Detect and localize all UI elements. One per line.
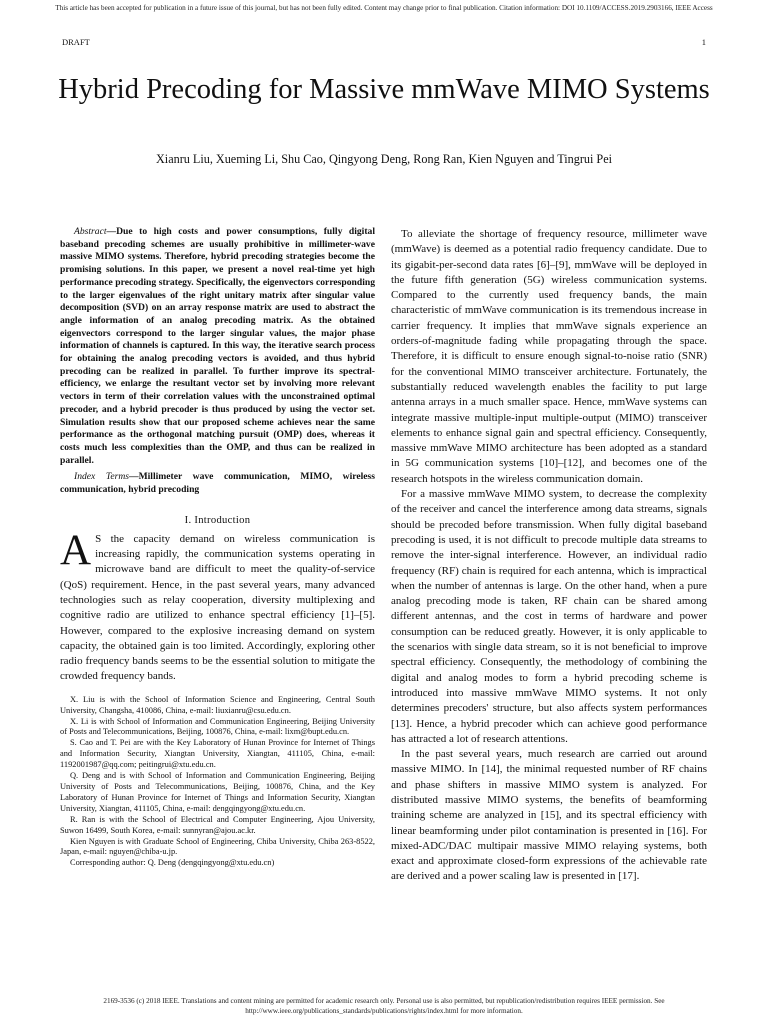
footer-line: 2169-3536 (c) 2018 IEEE. Translations and content mining are permitted for academic research only. Personal use is also permitted, but republication/redistribution requires IEEE permission. See	[103, 997, 665, 1005]
draft-label: DRAFT	[62, 37, 90, 47]
footnote: R. Ran is with the School of Electrical and Computer Engineering, Ajou University, Suwon 16499, South Korea, e-mail: sunnyran@ajou.ac.kr.	[60, 814, 375, 835]
footnote: X. Li is with School of Information and Communication Engineering, Beijing University of Posts and Telecommunications, Beijing, 100876, China, e-mail: lixm@bupt.edu.cn.	[60, 716, 375, 737]
index-terms-text: —Millimeter wave communication, MIMO, wireless communication, hybrid precoding	[60, 471, 375, 496]
body-paragraph: In the past several years, much research are carried out around massive MIMO. In [14], the minimal requested number of RF chains and phase shifters in massive MIMO system is analyzed. For distributed massive MIMO systems, the benefits of beamforming training scheme are analyzed in [15], and its spectral efficiency with linear beamforming under pilot contamination is presented in [16]. For mixed-ADC/DAC multipair massive MIMO relaying systems, both exact and approximate closed-form expressions of the achievable rate are derived and a power scaling law is presented in [17].	[391, 748, 707, 883]
body-paragraph: To alleviate the shortage of frequency resource, millimeter wave (mmWave) is deemed as a potential radio frequency candidate. Due to its gigabit-per-second data rates [6]–[9], mmWave will be deployed in the future fifth generation (5G) wireless communication systems. Compared to the currently used frequency bands, the main characteristic of mmWave communication is its tremendous increase in carrier frequency. It implies that mmWave signals experience an orders-of-magnitude fading while propagating through the space. Therefore, it is difficult to ensure enough signal-to-noise ratio (SNR) for the conventional MIMO transceiver architecture. Fortunately, the substantially reduced wavelength enables the facility to put large antenna arrays in a much smaller space. Hence, mmWave systems can integrate massive multiple-input multiple-output (MIMO) transceiver elements to enhance signal gain and spectral efficiency. Consequently, massive mmWave MIMO architecture has been adopted as a standard in 5G communication systems [10]–[12], and becomes one of the research hotspots in the wireless communication domain.	[391, 228, 707, 485]
affiliation-footnotes	[60, 695, 375, 870]
index-terms	[60, 471, 375, 496]
footer-line: http://www.ieee.org/publications_standards/publications/rights/index.html for more information.	[245, 1007, 523, 1015]
index-terms-lead: Index Terms	[74, 471, 129, 483]
left-column	[60, 226, 375, 869]
right-column	[391, 227, 707, 885]
footnote: Q. Deng and is with School of Information and Communication Engineering, Beijing University of Posts and Telecommunications, Beijing, 100876, China, and the Key Laboratory of Hunan Province for Internet of Things and Information Security, Xiangtan University, Xiangtan, 411105, China, e-mail: dengqingyong@xtu.edu.cn.	[60, 771, 375, 813]
abstract-text: —Due to high costs and power consumptions, fully digital baseband precoding schemes are usually prohibitive in millimeter-wave massive MIMO systems. Therefore, hybrid precoding strategies become the promising solutions. In this paper, we present a novel real-time yet high performance precoding strategy. Specifically, the eigenvectors corresponding to the larger eigenvalues of the right unitary matrix after singular value decomposition (SVD) on an array response matrix are used to abstract the angle information of an analog precoding matrix. As the obtained eigenvectors correspond to the larger singular values, the major phase information of channels is captured. In this way, the iterative search process for obtaining the analog precoding vectors is avoided, and thus hybrid precoding can be realized in parallel. To further improve its spectral-efficiency, we enlarge the resultant vector set by involving more relevant vectors in term of their correlation values with the unconstrained optimal precoder, and a hybrid precoder is thus produced by using the vector set. Simulation results show that our proposed scheme achieves near the same performance as the orthogonal matching pursuit (OMP) does, whereas it costs much less complexities than the OMP, and thus can be realized in parallel.	[60, 226, 375, 466]
body-paragraph: For a massive mmWave MIMO system, to decrease the complexity of the receiver and cancel the interference among data streams, signals should be precoded before transmission. When fully digital baseband precoding is used, it is not difficult to precode multiple data streams to remove the inter-signal interference. However, an individual radio frequency (RF) chain is required for each antenna, which is impractical when the number of antennas is large. On the other hand, when a pure analog precoding mode is taken, RF chain can be shared among different antennas, and the cost in terms of hardware and power consumption can be reduced greatly. However, it is only applicable to the scenarios with single data stream, so it is not beneficial to improve spectral efficiency. Consequently, the methodology of combining the digital and analog modes to form a hybrid precoding scheme is introduced into massive mmWave MIMO systems. It not only determines precoders' structure, but also affects system performances [13]. Hence, a hybrid precoder which can achieve good performance has attracted a lot of research attentions.	[391, 488, 707, 745]
footnote: S. Cao and T. Pei are with the Key Laboratory of Hunan Province for Internet of Things and Information Security, Xiangtan University, Xiangtan, 411105, China, e-mail: 1192001987@qq.com; peitingrui@xtu.edu.cn.	[60, 738, 375, 770]
footnote: Kien Nguyen is with Graduate School of Engineering, Chiba University, Chiba 263-8522, Japan, e-mail: nguyen@chiba-u.jp.	[60, 836, 375, 857]
copyright-footer	[40, 996, 728, 1016]
page-number: 1	[701, 37, 706, 47]
author-list: Xianru Liu, Xueming Li, Shu Cao, Qingyong Deng, Rong Ran, Kien Nguyen and Tingrui Pei	[156, 152, 612, 166]
footnote: Corresponding author: Q. Deng (dengqingyong@xtu.edu.cn)	[70, 858, 275, 868]
journal-banner: This article has been accepted for publication in a future issue of this journal, but has not been fully edited. Content may change prior to final publication. Citation information: DOI 10.1109/ACCESS.2019.2903166, IEEE Access	[55, 4, 713, 12]
footnote: X. Liu is with the School of Information Science and Engineering, Central South University, Changsha, 410086, China, e-mail: liuxianru@csu.edu.cn.	[60, 694, 375, 715]
intro-paragraph	[60, 526, 375, 685]
paper-title: Hybrid Precoding for Massive mmWave MIMO Systems	[58, 74, 710, 105]
abstract	[60, 226, 375, 467]
intro-paragraph-text: S the capacity demand on wireless communication is increasing rapidly, the communication systems operating in microwave band are difficult to meet the quality-of-service (QoS) requirement. Hence, in the past several years, many advanced technologies such as relay cooperation, diversity multiplexing and cognitive radio are utilized to enhance spectral efficiency [1]–[5]. However, compared to the explosive increasing demand on system capacity, the obtained gain is too limited. Accordingly, exploring other radio frequency bands seems to be the essential solution to mitigate the crowded frequency bands.	[60, 532, 375, 683]
section-heading-introduction: I. Introduction	[184, 514, 251, 526]
drop-cap: A	[60, 526, 92, 574]
abstract-lead: Abstract	[74, 226, 107, 237]
